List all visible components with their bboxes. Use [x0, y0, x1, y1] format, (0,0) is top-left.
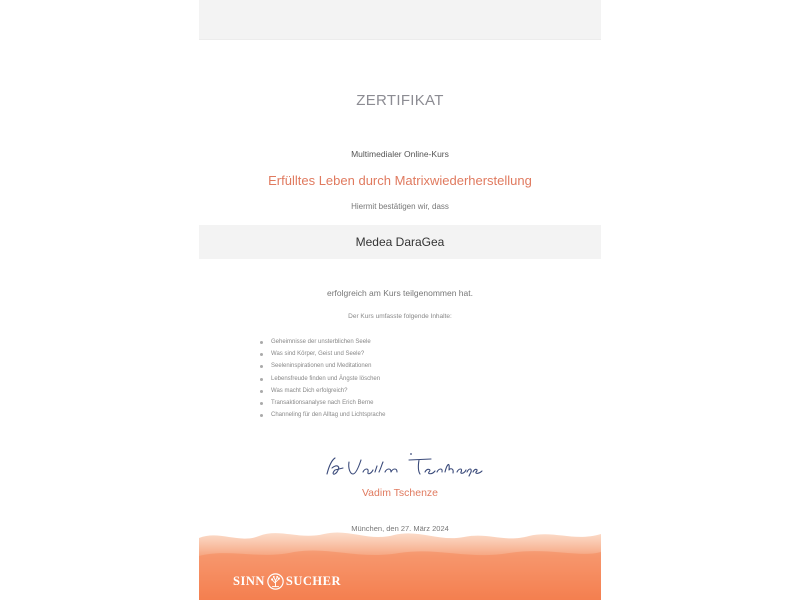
list-item: Geheimnisse der unsterblichen Seele: [259, 336, 385, 348]
list-item: Transaktionsanalyse nach Erich Berne: [259, 397, 385, 409]
contents-intro: Der Kurs umfasste folgende Inhalte:: [348, 313, 452, 320]
certificate-title: ZERTIFIKAT: [356, 92, 444, 109]
tree-of-life-icon: [267, 573, 284, 590]
list-item: Seeleninspirationen und Meditationen: [259, 360, 385, 372]
signer-name: Vadim Tschenze: [361, 487, 439, 499]
confirmation-text: Hiermit bestätigen wir, dass: [351, 202, 449, 211]
course-type: Multimedialer Online-Kurs: [351, 149, 449, 159]
logo-text-left: SINN: [233, 573, 265, 588]
list-item: Was sind Körper, Geist und Seele?: [259, 348, 385, 360]
certificate-page: [199, 0, 601, 600]
course-name: Erfülltes Leben durch Matrixwiederherstellung: [268, 173, 532, 188]
logo-text-right: SUCHER: [285, 573, 341, 588]
header-band: [199, 0, 601, 40]
handwritten-signature: [319, 448, 489, 482]
success-text: erfolgreich am Kurs teilgenommen hat.: [327, 288, 473, 298]
topics-list: [259, 336, 385, 421]
participant-name: Medea DaraGea: [355, 235, 445, 249]
place-date: München, den 27. März 2024: [351, 524, 449, 533]
list-item: Channeling für den Alltag und Lichtsprache: [259, 409, 385, 421]
list-item: Was macht Dich erfolgreich?: [259, 385, 385, 397]
list-item: Lebensfreude finden und Ängste löschen: [259, 373, 385, 385]
sinnsucher-logo: [233, 571, 341, 591]
